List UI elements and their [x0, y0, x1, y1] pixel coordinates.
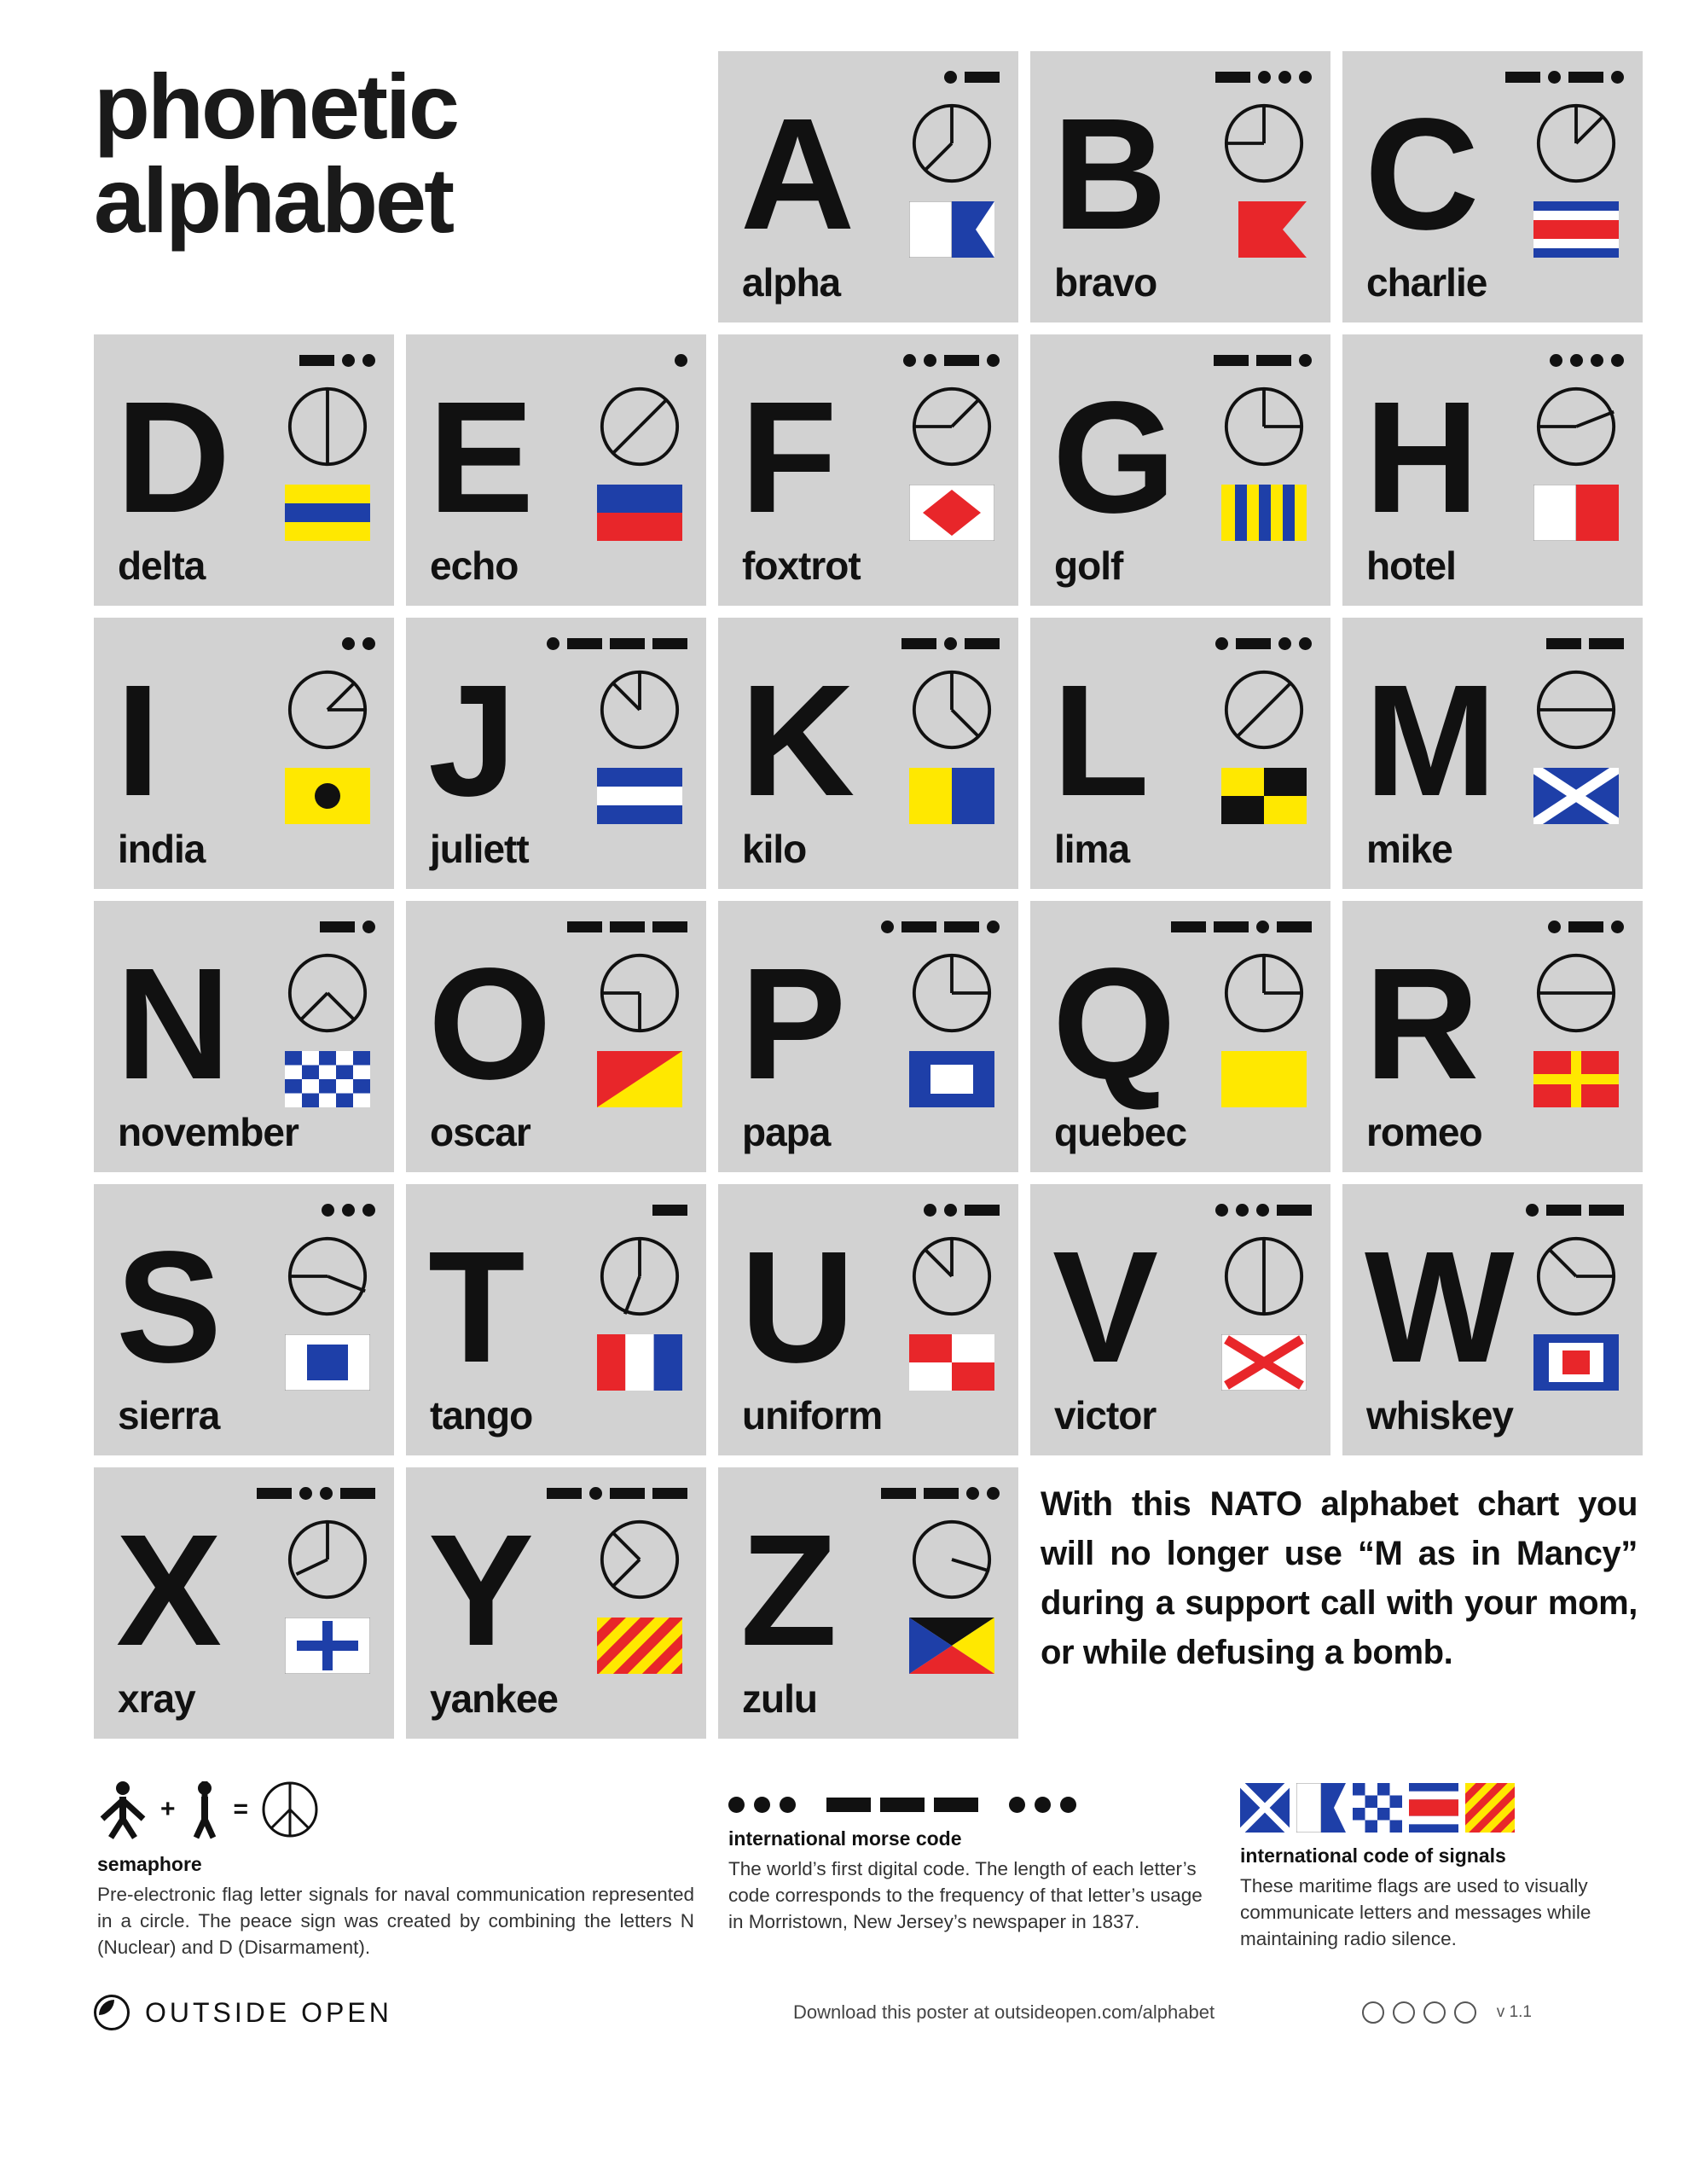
page-title	[94, 51, 706, 322]
morse-a	[944, 68, 1000, 85]
morse-u	[924, 1201, 1000, 1218]
semaphore-b	[1223, 102, 1305, 184]
word-i: india	[118, 827, 206, 871]
footer-semaphore	[97, 1778, 694, 1960]
flag-x	[285, 1618, 370, 1674]
flag-m	[1533, 768, 1619, 824]
semaphore-l	[1223, 669, 1305, 751]
semaphore-w	[1535, 1235, 1617, 1317]
letter-card-p[interactable]	[718, 901, 1018, 1172]
outside-open-logo[interactable]	[94, 1995, 392, 2030]
word-j: juliett	[430, 827, 529, 871]
flag-s	[285, 1334, 370, 1391]
word-p: papa	[742, 1110, 831, 1154]
letter-card-t[interactable]	[406, 1184, 706, 1455]
word-o: oscar	[430, 1110, 530, 1154]
letter-a: A	[740, 86, 850, 263]
morse-l	[1215, 635, 1312, 652]
flag-z	[909, 1618, 994, 1674]
signal-flag-strip	[1240, 1783, 1626, 1833]
signals-body: These maritime flags are used to visually communicate letters and messages while maintaining radio silence.	[1240, 1875, 1591, 1950]
morse-sos-strip	[728, 1793, 1206, 1815]
letter-card-r[interactable]	[1342, 901, 1643, 1172]
flag-r	[1533, 1051, 1619, 1107]
blurb-text: With this NATO alphabet chart you will no longer use “M as in Mancy” during a support call with your mom, or while defusing a bomb.	[1041, 1485, 1638, 1671]
letter-card-e[interactable]	[406, 334, 706, 606]
letter-card-m[interactable]	[1342, 618, 1643, 889]
letter-j: J	[428, 653, 512, 829]
footer	[94, 1778, 1626, 1960]
flag-j	[597, 768, 682, 824]
flag-c	[1533, 201, 1619, 258]
letter-card-l[interactable]	[1030, 618, 1330, 889]
flag-o	[597, 1051, 682, 1107]
version-label: v 1.1	[1496, 2003, 1532, 2022]
word-x: xray	[118, 1676, 195, 1721]
word-s: sierra	[118, 1393, 220, 1438]
word-z: zulu	[742, 1676, 817, 1721]
semaphore-figure-d-icon	[188, 1780, 222, 1839]
letter-o: O	[428, 936, 547, 1112]
flag-a	[909, 201, 994, 258]
letter-m: M	[1365, 653, 1492, 829]
flag-h	[1533, 485, 1619, 541]
letter-x: X	[116, 1502, 217, 1679]
footer-signals	[1240, 1778, 1626, 1960]
semaphore-o	[599, 952, 681, 1034]
flag-w	[1533, 1334, 1619, 1391]
peace-sign-icon	[260, 1780, 320, 1839]
letter-y: Y	[428, 1502, 530, 1679]
semaphore-c	[1535, 102, 1617, 184]
flag-v	[1221, 1334, 1307, 1391]
morse-t	[652, 1201, 687, 1218]
letter-card-g[interactable]	[1030, 334, 1330, 606]
letter-v: V	[1052, 1219, 1154, 1396]
letter-q: Q	[1052, 936, 1171, 1112]
letter-i: I	[116, 653, 155, 829]
letter-card-f[interactable]	[718, 334, 1018, 606]
morse-j	[547, 635, 687, 652]
letter-r: R	[1365, 936, 1475, 1112]
letter-card-j[interactable]	[406, 618, 706, 889]
flag-a-icon	[1296, 1783, 1346, 1833]
semaphore-f	[911, 386, 993, 468]
word-t: tango	[430, 1393, 533, 1438]
word-u: uniform	[742, 1393, 883, 1438]
flag-y-icon	[1465, 1783, 1515, 1833]
morse-m	[1546, 635, 1624, 652]
page-title-text: phonetic alphabet	[94, 55, 457, 253]
semaphore-z	[911, 1519, 993, 1600]
flag-n	[285, 1051, 370, 1107]
semaphore-j	[599, 669, 681, 751]
letter-h: H	[1365, 369, 1475, 546]
flag-f	[909, 485, 994, 541]
morse-g	[1214, 351, 1312, 369]
morse-e	[675, 351, 687, 369]
word-r: romeo	[1366, 1110, 1482, 1154]
morse-v	[1215, 1201, 1312, 1218]
letter-card-s[interactable]	[94, 1184, 394, 1455]
word-h: hotel	[1366, 543, 1456, 588]
word-n: november	[118, 1110, 299, 1154]
semaphore-e	[599, 386, 681, 468]
logo-mark-icon	[94, 1995, 130, 2030]
letter-card-y[interactable]	[406, 1467, 706, 1739]
word-m: mike	[1366, 827, 1452, 871]
letter-card-c[interactable]	[1342, 51, 1643, 322]
flag-q	[1221, 1051, 1307, 1107]
letter-p: P	[740, 936, 842, 1112]
morse-q	[1171, 918, 1312, 935]
flag-i	[285, 768, 370, 824]
letter-s: S	[116, 1219, 217, 1396]
word-v: victor	[1054, 1393, 1157, 1438]
semaphore-x	[287, 1519, 368, 1600]
letter-card-d[interactable]	[94, 334, 394, 606]
semaphore-figure-n-icon	[97, 1780, 148, 1839]
word-w: whiskey	[1366, 1393, 1513, 1438]
cc-icon	[1362, 2001, 1384, 2024]
semaphore-r	[1535, 952, 1617, 1034]
semaphore-y	[599, 1519, 681, 1600]
blurb	[1030, 1467, 1643, 1739]
semaphore-p	[911, 952, 993, 1034]
morse-w	[1526, 1201, 1624, 1218]
letter-k: K	[740, 653, 850, 829]
morse-i	[342, 635, 375, 652]
flag-u	[909, 1334, 994, 1391]
letter-card-b[interactable]	[1030, 51, 1330, 322]
semaphore-m	[1535, 669, 1617, 751]
letter-card-h[interactable]	[1342, 334, 1643, 606]
morse-z	[881, 1484, 1000, 1502]
morse-k	[901, 635, 1000, 652]
semaphore-title: semaphore	[97, 1853, 202, 1875]
morse-title: international morse code	[728, 1827, 962, 1850]
download-text[interactable]: Download this poster at outsideopen.com/alphabet	[793, 2001, 1215, 2024]
letter-b: B	[1052, 86, 1162, 263]
word-q: quebec	[1054, 1110, 1187, 1154]
letter-card-q[interactable]	[1030, 901, 1330, 1172]
letter-card-k[interactable]	[718, 618, 1018, 889]
word-k: kilo	[742, 827, 807, 871]
letter-card-o[interactable]	[406, 901, 706, 1172]
semaphore-h	[1535, 386, 1617, 468]
letter-f: F	[740, 369, 832, 546]
letter-l: L	[1052, 653, 1145, 829]
morse-r	[1548, 918, 1624, 935]
semaphore-v	[1223, 1235, 1305, 1317]
flag-e	[597, 485, 682, 541]
word-d: delta	[118, 543, 206, 588]
letter-n: N	[116, 936, 226, 1112]
flag-g	[1221, 485, 1307, 541]
footer-morse	[728, 1778, 1206, 1960]
flag-n-icon	[1353, 1783, 1402, 1833]
letter-u: U	[740, 1219, 850, 1396]
word-l: lima	[1054, 827, 1130, 871]
semaphore-d	[287, 386, 368, 468]
logo-text: OUTSIDE OPEN	[145, 1996, 392, 2028]
morse-d	[299, 351, 375, 369]
morse-x	[257, 1484, 375, 1502]
flag-y	[597, 1618, 682, 1674]
semaphore-t	[599, 1235, 681, 1317]
letter-card-n[interactable]	[94, 901, 394, 1172]
word-a: alpha	[742, 260, 841, 305]
semaphore-body: Pre-electronic flag letter signals for naval communication represented in a circle. The peace sign was created by combining the letters N (Nuclear) and D (Disarmament).	[97, 1884, 694, 1959]
plus-symbol: +	[160, 1795, 176, 1823]
word-g: golf	[1054, 543, 1123, 588]
letter-card-u[interactable]	[718, 1184, 1018, 1455]
letter-w: W	[1365, 1219, 1510, 1396]
flag-b	[1221, 201, 1307, 258]
morse-s	[322, 1201, 375, 1218]
flag-d	[285, 485, 370, 541]
flag-k	[909, 768, 994, 824]
letter-card-w[interactable]	[1342, 1184, 1643, 1455]
morse-c	[1505, 68, 1624, 85]
letter-card-a[interactable]	[718, 51, 1018, 322]
letter-card-i[interactable]	[94, 618, 394, 889]
semaphore-s	[287, 1235, 368, 1317]
word-c: charlie	[1366, 260, 1487, 305]
morse-p	[881, 918, 1000, 935]
semaphore-a	[911, 102, 993, 184]
semaphore-i	[287, 669, 368, 751]
morse-h	[1550, 351, 1624, 369]
letter-d: D	[116, 369, 226, 546]
semaphore-demo	[97, 1778, 694, 1841]
alphabet-grid	[94, 51, 1638, 1739]
morse-y	[547, 1484, 687, 1502]
morse-o	[567, 918, 687, 935]
morse-n	[320, 918, 375, 935]
flag-p	[909, 1051, 994, 1107]
word-f: foxtrot	[742, 543, 861, 588]
signals-title: international code of signals	[1240, 1844, 1506, 1867]
bottom-bar	[94, 1995, 1626, 2030]
letter-t: T	[428, 1219, 520, 1396]
word-b: bravo	[1054, 260, 1157, 305]
letter-c: C	[1365, 86, 1475, 263]
cc-sa-icon	[1454, 2001, 1476, 2024]
flag-l	[1221, 768, 1307, 824]
cc-nc-icon	[1423, 2001, 1446, 2024]
creative-commons-badges	[1362, 2001, 1532, 2024]
morse-f	[903, 351, 1000, 369]
word-y: yankee	[430, 1676, 559, 1721]
letter-e: E	[428, 369, 530, 546]
letter-card-z[interactable]	[718, 1467, 1018, 1739]
cc-by-icon	[1393, 2001, 1415, 2024]
semaphore-n	[287, 952, 368, 1034]
letter-g: G	[1052, 369, 1171, 546]
semaphore-q	[1223, 952, 1305, 1034]
letter-card-v[interactable]	[1030, 1184, 1330, 1455]
semaphore-u	[911, 1235, 993, 1317]
semaphore-k	[911, 669, 993, 751]
semaphore-g	[1223, 386, 1305, 468]
letter-card-x[interactable]	[94, 1467, 394, 1739]
equals-symbol: =	[233, 1795, 249, 1823]
morse-body: The world’s first digital code. The length of each letter’s code corresponds to the frequency of that letter’s usage in Morristown, New Jersey’s newspaper in 1837.	[728, 1858, 1203, 1933]
flag-t	[597, 1334, 682, 1391]
word-e: echo	[430, 543, 519, 588]
flag-c-icon	[1409, 1783, 1458, 1833]
flag-m-icon	[1240, 1783, 1290, 1833]
letter-z: Z	[740, 1502, 832, 1679]
morse-b	[1215, 68, 1312, 85]
